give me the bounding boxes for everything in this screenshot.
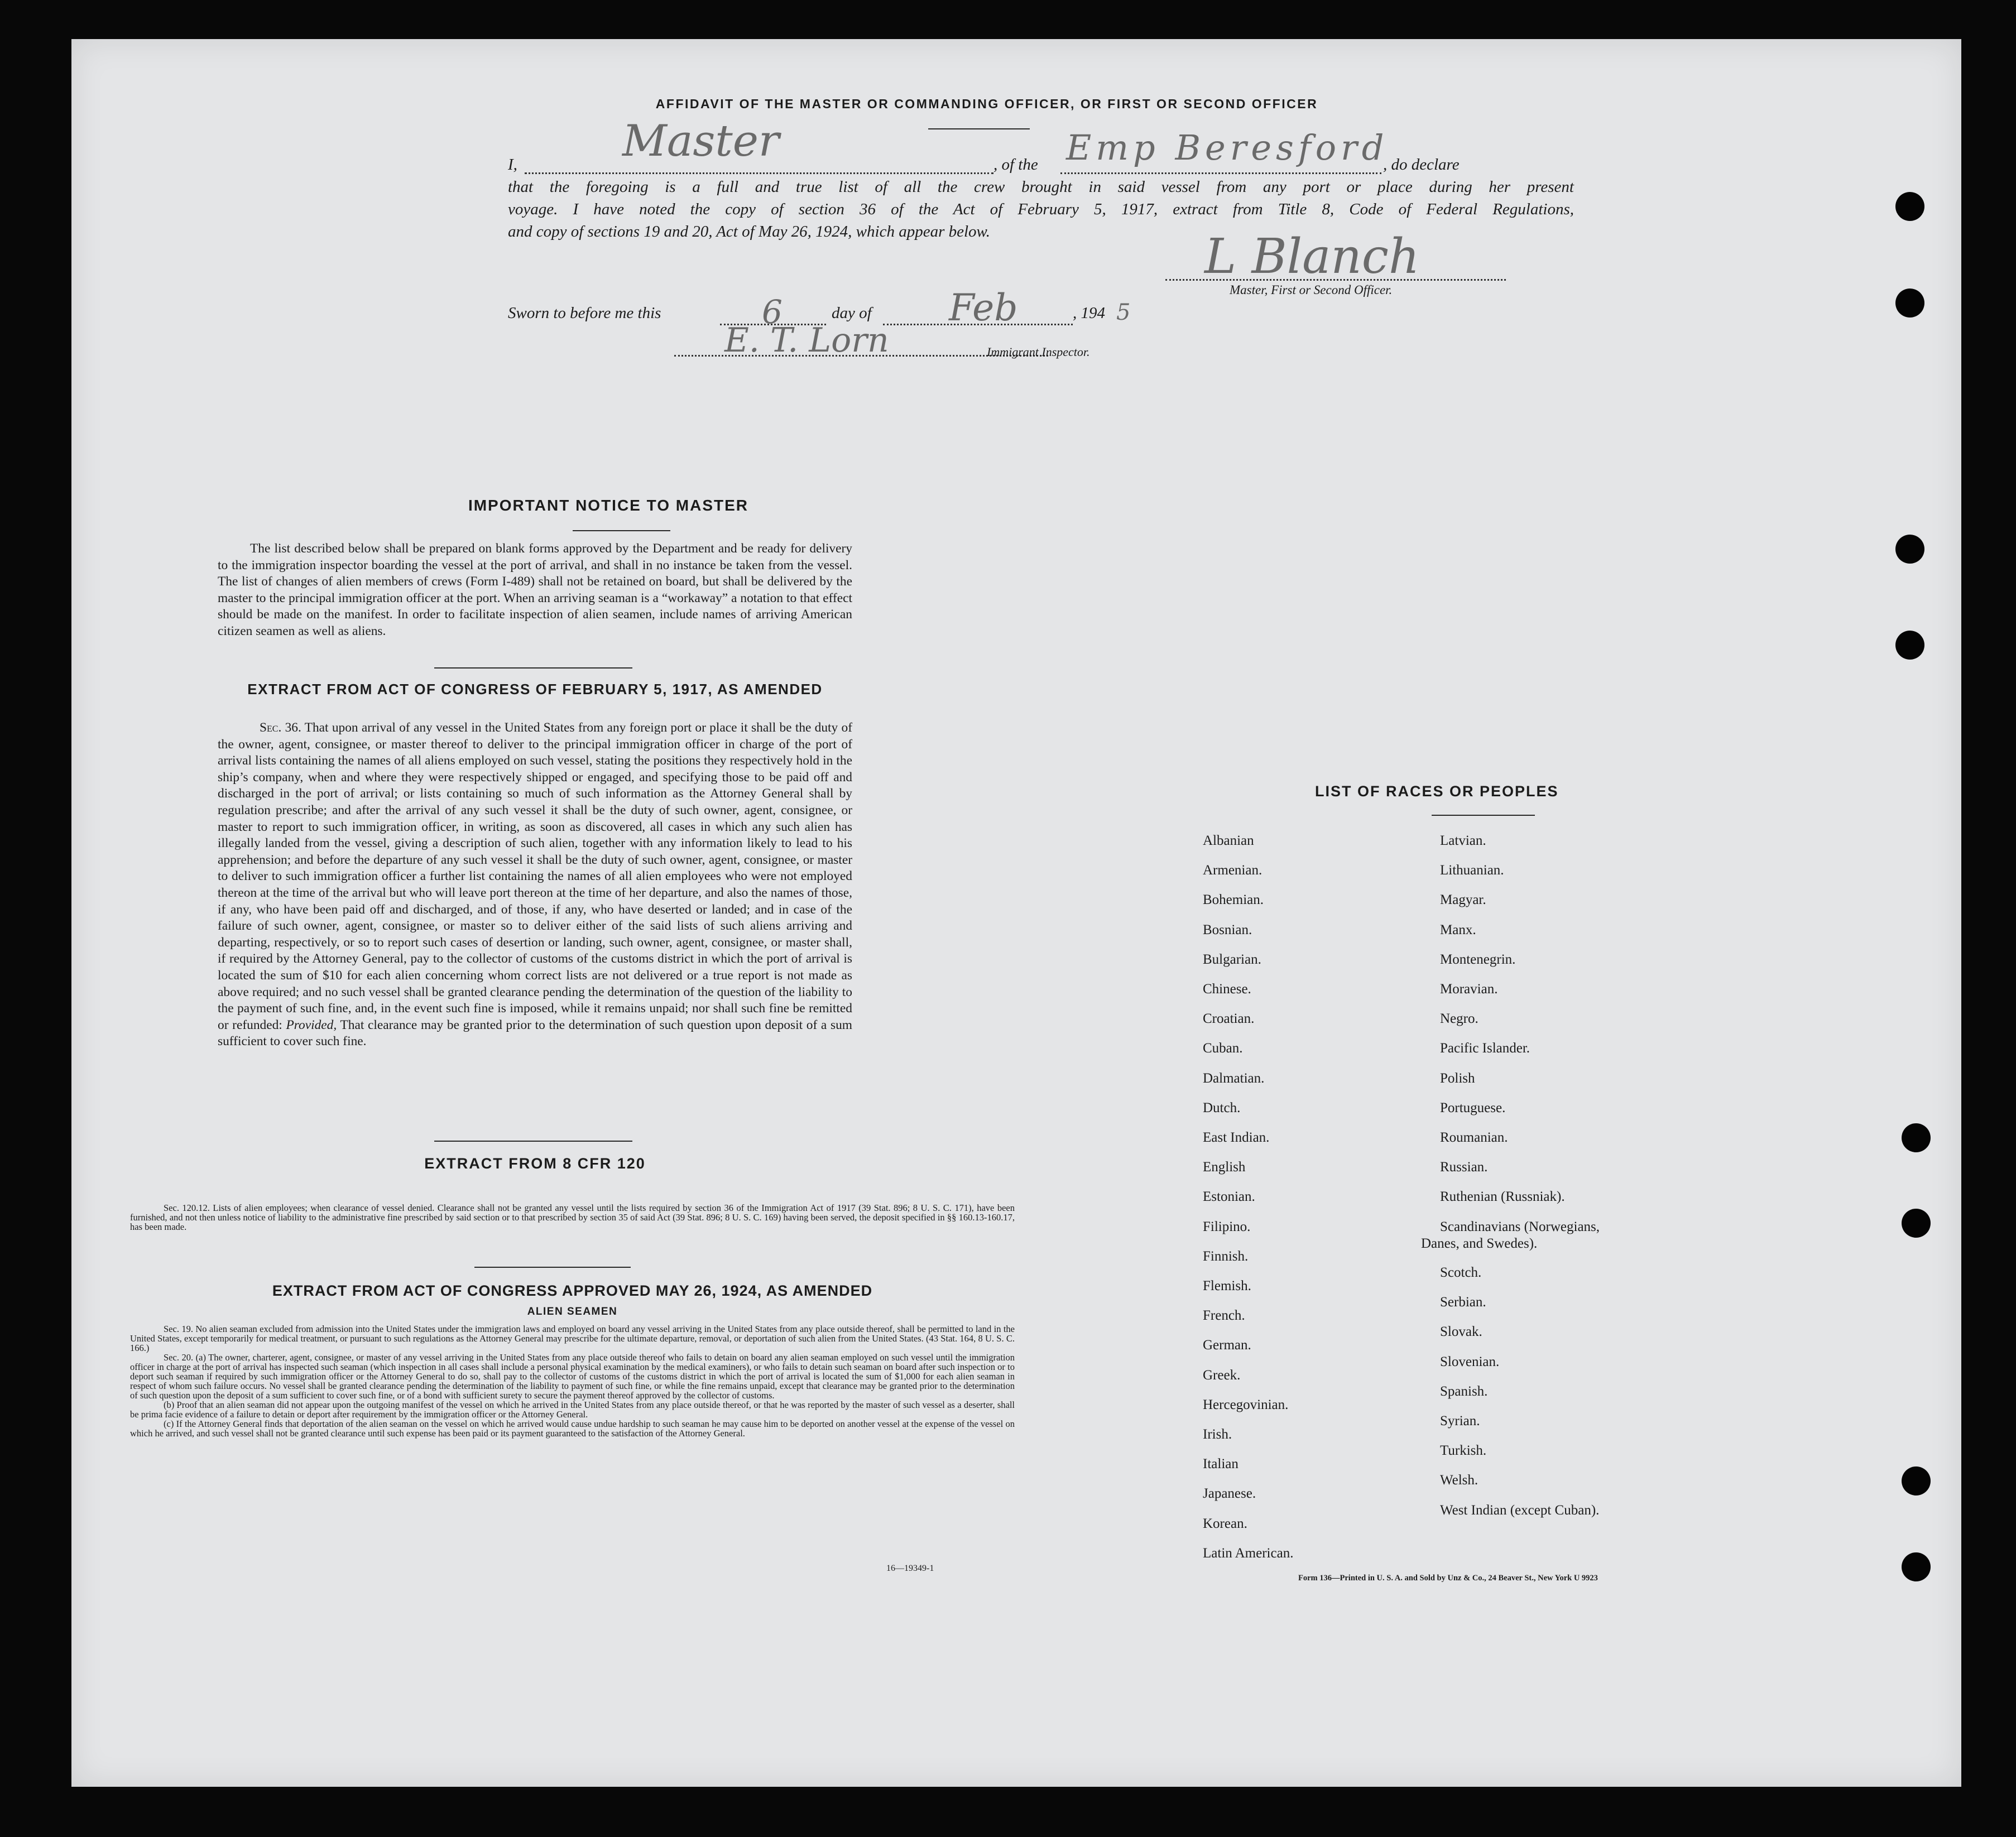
extract-1924-sec19: Sec. 19. No alien seaman excluded from admission into the United States under the immigration laws and employed on board any vessel arriving in the United States from any place outside thereof, shall be permitted to land in the United States, except temporarily for medical treatment, or pursuant to such regulations as the Attorney General may prescribe for the ultimate departure, removal, or deportation of such alien from the United States. (43 Stat. 164, 8 U. S. C. 166.) <box>130 1324 1015 1353</box>
race-list-item: Irish. <box>1203 1427 1232 1442</box>
race-list-item: Greek. <box>1203 1367 1241 1383</box>
affidavit-line-3: voyage. I have noted the copy of section 36 of the Act of February 5, 1917, extract from Title 8, Code of Federal Regulations, <box>508 200 1574 218</box>
race-list-item: Slovenian. <box>1440 1354 1500 1369</box>
race-list-item: Slovak. <box>1440 1324 1482 1340</box>
race-list-item: Roumanian. <box>1440 1130 1508 1145</box>
race-list-item: Portuguese. <box>1440 1100 1506 1115</box>
punch-hole <box>1902 1466 1931 1495</box>
race-list-item: Italian <box>1203 1456 1239 1472</box>
race-list-item: Chinese. <box>1203 982 1251 997</box>
extract-cfr-body: Sec. 120.12. Lists of alien employees; when clearance of vessel denied. Clearance shall not be granted any vessel until the lists required by section 36 of the Immigration Act of 1917 (39 Stat. 896; 8 U. S. C. 171), have been furnished, and not then unless notice of liability to the administrative fine prescribed by said section or to that prescribed by section 35 of said Act (39 Stat. 896; 8 U. S. C. 169) having been served, the deposit specified in §§ 160.13-160.17, has been made. <box>130 1203 1015 1232</box>
race-list-item: French. <box>1203 1308 1245 1324</box>
race-list-item: Bosnian. <box>1203 922 1252 937</box>
punch-hole <box>1895 192 1924 221</box>
i-label: I, <box>508 156 517 174</box>
race-list-item: Estonian. <box>1203 1189 1255 1205</box>
race-list-item: East Indian. <box>1203 1130 1270 1145</box>
day-of-label: day of <box>832 304 872 322</box>
extract-1917-text: That upon arrival of any vessel in the United States from any foreign port or place it shall be the duty of the owner, agent, consignee, or master thereof to deliver to the principal immigration officer in charge of the port of arrival lists containing the names of all aliens employed on such vessel, stating the positions they respectively hold in the ship’s company, when and where they were respectively shipped or engaged, and specifying those to be paid off and discharged in the port of arrival; or lists containing so much of such information as the Attorney General shall by regulation prescribe; and after the arrival of any such vessel it shall be the duty of such owner, agent, consignee, or master to report to such immigration officer, in writing, as soon as discovered, all cases in which any such alien has illegally landed from the vessel, giving a description of such alien, together with any information likely to lead to his apprehension; and before the departure of any such vessel it shall be the duty of such owner, agent, consignee, or master to deliver to such immigration officer a further list containing the names of all alien employees who were not employed thereon at the time of the arrival but who will leave port thereon at the time of her departure, and also the names of those, if any, who have been paid off and discharged, and of those, if any, who have deserted or landed; and in case of the failure of such owner, agent, consignee, or master so to deliver either of the said lists of such aliens arriving and departing, respectively, or so to report such cases of desertion or landing, such owner, agent, consignee, or master shall, if required by the Attorney General, pay to the collector of customs of the customs district in which the port of arrival is located the sum of $10 for each alien concerning whom correct lists are not delivered or a true report is not made as above required; and no such vessel shall be granted clearance pending the determination of the question of the liability to the payment of such fine, and, in the event such fine is imposed, while it remains unpaid; nor shall such fine be remitted or refunded: <box>218 720 853 1032</box>
extract-cfr-title: EXTRACT FROM 8 CFR 120 <box>424 1155 646 1172</box>
race-list-item: Lithuanian. <box>1440 863 1504 878</box>
race-list-item: Cuban. <box>1203 1041 1243 1056</box>
document-page <box>71 39 1961 1787</box>
sworn-line <box>508 286 1300 332</box>
signature-caption: Master, First or Second Officer. <box>1230 283 1393 297</box>
do-declare-label: , do declare <box>1383 156 1460 174</box>
extract-1917-body <box>218 720 852 1050</box>
race-list-item: Montenegrin. <box>1440 951 1516 967</box>
signature-line <box>1165 279 1506 281</box>
race-list-item: Turkish. <box>1440 1443 1487 1459</box>
notice-title-rule <box>573 530 670 531</box>
punch-hole <box>1895 631 1924 660</box>
affidavit-title: AFFIDAVIT OF THE MASTER OR COMMANDING OFFICER, OR FIRST OR SECOND OFFICER <box>655 97 1318 111</box>
race-list-item: Moravian. <box>1440 982 1498 997</box>
race-list-item: Negro. <box>1440 1011 1479 1027</box>
race-list-item: Latin American. <box>1203 1545 1294 1561</box>
extract-1924-body <box>130 1324 1015 1438</box>
race-list-item: Serbian. <box>1440 1295 1486 1310</box>
race-list-item: Ruthenian (Russniak). <box>1440 1189 1565 1205</box>
extract-1917-title: EXTRACT FROM ACT OF CONGRESS OF FEBRUARY 5, 1917, AS AMENDED <box>247 681 823 698</box>
race-list-item: Bulgarian. <box>1203 951 1261 967</box>
race-list-item: Dutch. <box>1203 1100 1241 1115</box>
month-handwriting: Feb <box>949 286 1018 329</box>
sworn-label: Sworn to before me this <box>508 304 661 322</box>
race-list-item: Scandinavians (Norwegians, <box>1440 1219 1600 1234</box>
race-list-item: Bohemian. <box>1203 892 1264 908</box>
race-list-item: Korean. <box>1203 1516 1247 1531</box>
race-list-item: Dalmatian. <box>1203 1070 1265 1086</box>
extract-1924-sec20b: (b) Proof that an alien seaman did not appear upon the outgoing manifest of the vessel on which he arrived in the United States from any place outside thereof, or that he was reported by the master of such vessel as a deserter, shall be prima facie evidence of a failure to detain or deport after requirement by the immigration officer or the Attorney General. <box>130 1400 1015 1420</box>
race-list-item: Syrian. <box>1440 1413 1480 1429</box>
extract-1917-provided: Provided, <box>286 1017 337 1032</box>
form-printer-note: Form 136—Printed in U. S. A. and Sold by Unz & Co., 24 Beaver St., New York U 9923 <box>1298 1574 1598 1583</box>
extract-1924-sec20a: Sec. 20. (a) The owner, charterer, agent, consignee, or master of any vessel arriving in the United States from any place outside thereof who fails to detain on board any alien seaman employed on such vessel until the immigration officer in charge at the port of arrival has inspected such seaman (which inspection in all cases shall include a personal physical examination by the medical examiners), or who fails to detain such seaman on board after such inspection or to deport such seaman if required by such immigration officer or the Attorney General to do so, shall pay to the collector of customs of the customs district in which the port of arrival is located the sum of $1,000 for each alien seaman in respect of whom such failure occurs. No vessel shall be granted clearance pending the determination of the liability to payment of such fine, or while the fine remains unpaid, except that clearance may be granted prior to the determination of such question upon the deposit of a sum sufficient to cover such fine, or of a bond with sufficient surety to secure the payment thereof approved by the collector of customs. <box>130 1352 1015 1401</box>
punch-hole <box>1895 535 1924 564</box>
affidavit-title-rule <box>928 128 1030 129</box>
master-name-handwriting: Master <box>622 116 780 166</box>
punch-hole <box>1902 1123 1931 1152</box>
race-list-item: Welsh. <box>1440 1473 1479 1488</box>
punch-hole <box>1902 1209 1931 1238</box>
notice-body: The list described below shall be prepared on blank forms approved by the Department and be ready for delivery to the immigration inspector boarding the vessel at the port of arrival, and shall in no instance be taken from the vessel. The list of changes of alien members of crews (Form I-489) shall not be retained on board, but shall be delivered by the master to the principal immigration officer at the port. When an arriving seaman is a “workaway” a notation to that effect should be made on the manifest. In order to facilitate inspection of alien seamen, include names of arriving American citizen seamen as well as aliens. <box>218 541 852 638</box>
race-list-item: Spanish. <box>1440 1383 1488 1399</box>
day-handwriting: 6 <box>762 293 783 331</box>
race-list-item: Polish <box>1440 1070 1475 1086</box>
inspector-signature: E. T. Lorn <box>724 321 889 360</box>
punch-hole <box>1902 1552 1931 1581</box>
form-code: 16—19349-1 <box>886 1564 934 1573</box>
race-list-item: Danes, and Swedes). <box>1421 1235 1538 1251</box>
year-handwriting: 5 <box>1116 300 1131 325</box>
extract-1924-subtitle: ALIEN SEAMEN <box>527 1306 618 1317</box>
race-list-item: Filipino. <box>1203 1219 1251 1234</box>
race-list-item: Magyar. <box>1440 892 1486 908</box>
vessel-name-handwriting: Emp Beresford <box>1066 127 1389 168</box>
extract-1917-section-label: Sec. 36. <box>260 720 301 735</box>
master-signature: L Blanch <box>1204 229 1420 285</box>
extract-1917-text-end: That clearance may be granted prior to the determination of such question upon deposit of a sum sufficient to cover such fine. <box>218 1017 852 1049</box>
race-list-item: Russian. <box>1440 1160 1488 1175</box>
race-list-item: Scotch. <box>1440 1265 1482 1281</box>
race-list-item: English <box>1203 1160 1246 1175</box>
races-title: LIST OF RACES OR PEOPLES <box>1315 783 1559 800</box>
extract-1924-title: EXTRACT FROM ACT OF CONGRESS APPROVED MAY 26, 1924, AS AMENDED <box>272 1282 873 1299</box>
punch-hole <box>1895 288 1924 318</box>
race-list-item: Armenian. <box>1203 863 1263 878</box>
extract-cfr-end-rule <box>474 1267 631 1268</box>
race-list-item: Pacific Islander. <box>1440 1041 1530 1056</box>
race-list-item: Latvian. <box>1440 833 1486 848</box>
affidavit-line-4: and copy of sections 19 and 20, Act of May 26, 1924, which appear below. <box>508 223 990 241</box>
extract-1917-end-rule <box>434 1141 632 1142</box>
race-list-item: Hercegovinian. <box>1203 1397 1289 1412</box>
races-title-rule <box>1432 815 1535 816</box>
race-list-item: Flemish. <box>1203 1278 1251 1293</box>
race-list-item: West Indian (except Cuban). <box>1440 1502 1600 1518</box>
extract-1924-sec20c: (c) If the Attorney General finds that deportation of the alien seaman on the vessel on which he arrived would cause undue hardship to such seaman he may cause him to be deported on another vessel at the expense of the vessel on which he arrived, and such vessel shall not be granted clearance until such expense has been paid or its payment guaranteed to the satisfaction of the Attorney General. <box>130 1418 1015 1439</box>
race-list-item: Croatian. <box>1203 1011 1255 1027</box>
inspector-caption: Immigrant Inspector. <box>987 345 1090 359</box>
race-list-item: Japanese. <box>1203 1486 1256 1502</box>
race-list-item: Albanian <box>1203 833 1254 848</box>
affidavit-line-2: that the foregoing is a full and true list of all the crew brought in said vessel from any port or place during her present <box>508 178 1574 196</box>
of-the-label: , of the <box>993 156 1038 174</box>
race-list-item: German. <box>1203 1338 1251 1353</box>
year-prefix: , 194 <box>1073 304 1105 322</box>
notice-end-rule <box>434 667 632 669</box>
race-list-item: Finnish. <box>1203 1248 1249 1264</box>
notice-title: IMPORTANT NOTICE TO MASTER <box>468 497 749 514</box>
race-list-item: Manx. <box>1440 922 1476 937</box>
